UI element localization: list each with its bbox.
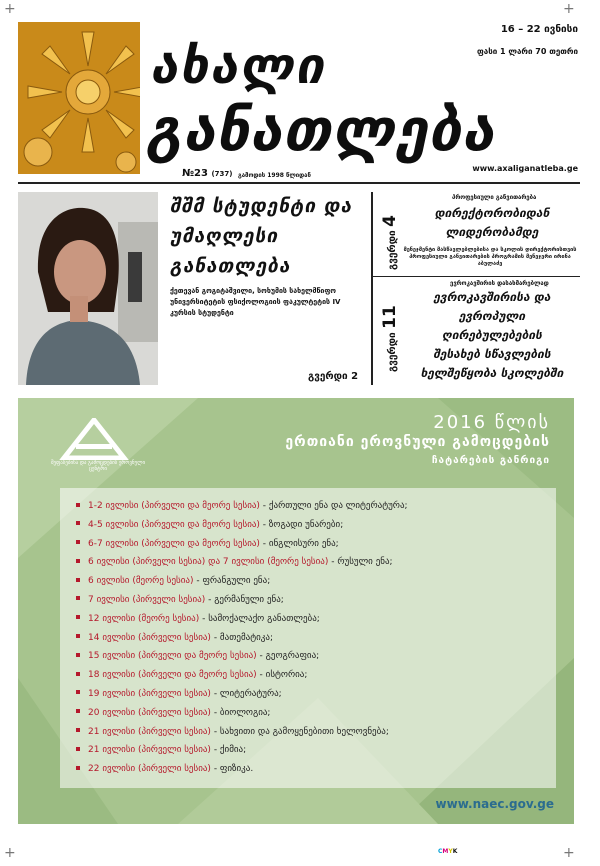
schedule-subject: - გერმანული ენა; <box>205 594 284 605</box>
bullet-icon <box>76 596 80 600</box>
bullet-icon <box>76 540 80 544</box>
bullet-icon <box>76 709 80 713</box>
article-title: დირექტორობიდან ლიდერობამდე <box>434 206 550 239</box>
crop-mark: + <box>563 1 575 17</box>
schedule-item <box>76 629 408 648</box>
schedule-date: 6 ივლისი (პირველი სესია) და 7 ივლისი (მეორე სესია) <box>88 557 329 568</box>
masthead-divider <box>18 182 580 184</box>
exam-schedule-list <box>76 497 408 779</box>
schedule-item <box>76 647 408 666</box>
schedule-subject: - გეოგრაფია; <box>256 651 320 662</box>
naec-website[interactable]: www.naec.gov.ge <box>435 797 554 811</box>
ad-year: 2016 წლის <box>433 412 550 433</box>
masthead-ornament-image <box>18 22 140 174</box>
schedule-item <box>76 572 408 591</box>
article-title: ევროკავშირისა და ევროპული ღირებულებების შესახებ სწავლების ხელშეწყობა სკოლებში <box>420 290 564 380</box>
bullet-icon <box>76 728 80 732</box>
issue-number <box>182 168 232 179</box>
schedule-item <box>76 535 408 554</box>
schedule-subject: - ფრანგული ენა; <box>193 576 271 587</box>
schedule-subject: - სამოქალაქო განათლება; <box>199 613 320 624</box>
newspaper-website: www.axaliganatleba.ge <box>472 164 578 173</box>
schedule-date: 22 ივლისი (პირველი სესია) <box>88 764 211 775</box>
bullet-icon <box>76 578 80 582</box>
schedule-subject: - ისტორია; <box>256 670 308 681</box>
schedule-subject: - ქიმია; <box>210 745 247 756</box>
schedule-item <box>76 760 408 779</box>
schedule-subject: - ზოგადი უნარები; <box>259 519 344 530</box>
article-page-ref: გვერდი 4 <box>380 215 400 270</box>
ad-title: ერთიანი ეროვნული გამოცდების <box>285 434 550 450</box>
column-divider <box>371 192 373 385</box>
schedule-subject: - ბიოლოგია; <box>210 707 271 718</box>
schedule-subject: - სახვითი და გამოყენებითი ხელოვნება; <box>210 726 389 737</box>
newspaper-title-line2: განათლება <box>146 96 496 164</box>
feature-page-ref: გვერდი 2 <box>308 371 359 382</box>
issue-total: (737) <box>211 170 233 178</box>
issue-dates: 16 – 22 ივნისი <box>500 24 578 35</box>
feature-headline: შშმ სტუდენტი და უმაღლესი განათლება <box>170 195 353 277</box>
schedule-date: 1-2 ივლისი (პირველი და მეორე სესია) <box>88 501 260 511</box>
schedule-date: 15 ივლისი (პირველი და მეორე სესია) <box>88 651 257 662</box>
naec-logo-icon <box>54 418 134 460</box>
schedule-date: 21 ივლისი (პირველი სესია) <box>88 726 211 737</box>
schedule-item <box>76 666 408 685</box>
schedule-date: 19 ივლისი (პირველი სესია) <box>88 688 211 699</box>
article-description: მენეჯმენტი მასწავლებლებისა და სკოლის დირექტორისთვის პროფესიული განვითარების პროგრამის მენეჯერი ირინა აბულაძე <box>403 247 577 267</box>
bullet-icon <box>76 521 80 525</box>
schedule-subject: - ლიტერატურა; <box>210 688 282 699</box>
founded-note: გამოდის 1998 წლიდან <box>238 172 311 179</box>
schedule-date: 12 ივლისი (მეორე სესია) <box>88 613 200 624</box>
schedule-subject: - ფიზიკა. <box>210 764 254 775</box>
bullet-icon <box>76 503 80 507</box>
issue-number-value: №23 <box>182 168 208 179</box>
schedule-date: 18 ივლისი (პირველი და მეორე სესია) <box>88 670 257 681</box>
bullet-icon <box>76 653 80 657</box>
schedule-date: 6-7 ივლისი (პირველი და მეორე სესია) <box>88 538 260 549</box>
article-page-ref: გვერდი 11 <box>380 305 400 372</box>
newspaper-title-line1: ახალი <box>150 37 326 95</box>
schedule-item <box>76 591 408 610</box>
schedule-subject: - მათემატიკა; <box>210 632 273 643</box>
schedule-item <box>76 685 408 704</box>
student-photo <box>18 192 158 385</box>
schedule-date: 4-5 ივლისი (პირველი და მეორე სესია) <box>88 519 260 530</box>
ad-subtitle: ჩატარების განრიგი <box>431 455 550 466</box>
schedule-item <box>76 704 408 723</box>
schedule-item <box>76 497 408 516</box>
schedule-item <box>76 553 408 572</box>
schedule-date: 20 ივლისი (პირველი სესია) <box>88 707 211 718</box>
feature-subtitle: ქეთევან გოგიტაშვილი, სოხუმის სახელმწიფო უნივერსიტეტის ფსიქოლოგიის ფაკულტეტის IV კურსის სტუდენტი <box>170 287 341 317</box>
bullet-icon <box>76 747 80 751</box>
bullet-icon <box>76 634 80 638</box>
schedule-item <box>76 610 408 629</box>
crop-mark: + <box>563 845 575 861</box>
schedule-date: 6 ივლისი (მეორე სესია) <box>88 576 194 587</box>
schedule-item <box>76 516 408 535</box>
naec-logo-text: შეფასებისა და გამოცდების ეროვნული ცენტრი <box>50 460 146 472</box>
schedule-subject: - რუსული ენა; <box>328 557 393 568</box>
bullet-icon <box>76 559 80 563</box>
bullet-icon <box>76 615 80 619</box>
schedule-date: 14 ივლისი (პირველი სესია) <box>88 632 211 643</box>
article-divider <box>373 276 580 277</box>
schedule-item <box>76 723 408 742</box>
exam-schedule-advertisement <box>18 398 574 824</box>
crop-mark: + <box>4 845 16 861</box>
schedule-subject: - ქართული ენა და ლიტერატურა; <box>259 501 408 511</box>
issue-price: ფასი 1 ლარი 70 თეთრი <box>476 47 578 56</box>
schedule-date: 7 ივლისი (პირველი სესია) <box>88 594 206 605</box>
schedule-subject: - ინგლისური ენა; <box>259 538 339 549</box>
article-kicker: პროფესიული განვითარება <box>452 194 537 201</box>
schedule-date: 21 ივლისი (პირველი სესია) <box>88 745 211 756</box>
cmyk-mark: CMYK <box>438 848 458 855</box>
bullet-icon <box>76 690 80 694</box>
bullet-icon <box>76 672 80 676</box>
bullet-icon <box>76 766 80 770</box>
schedule-item <box>76 741 408 760</box>
crop-mark: + <box>4 1 16 17</box>
article-kicker: ევროკავშირის დასახმარებლად <box>450 280 549 287</box>
